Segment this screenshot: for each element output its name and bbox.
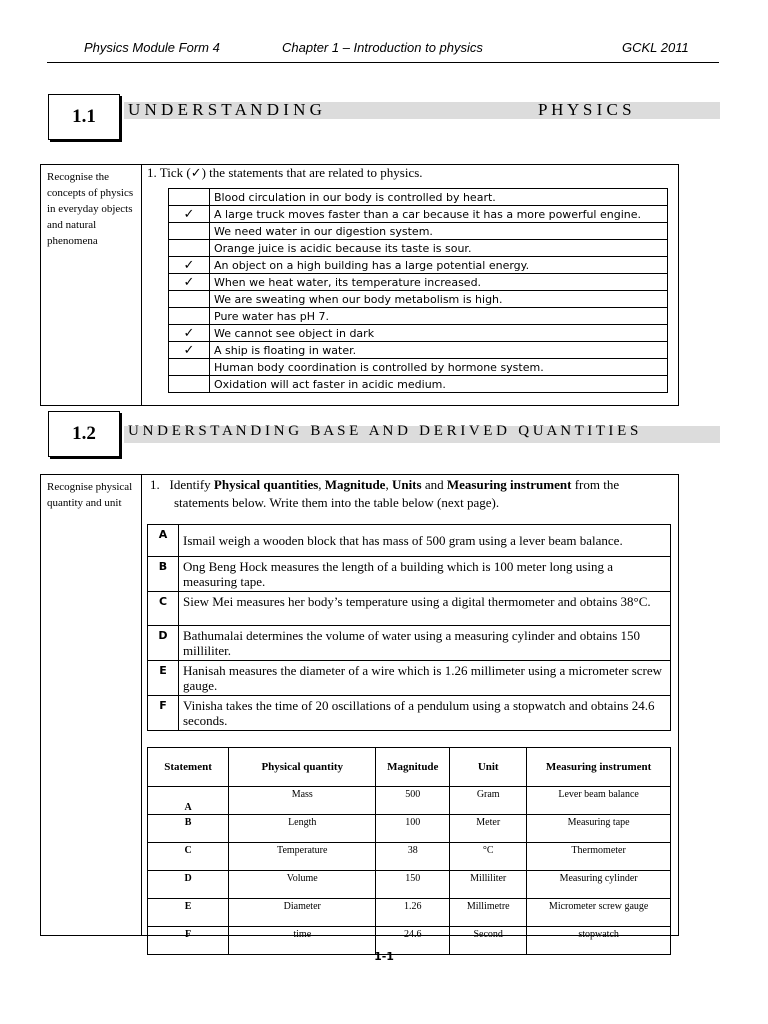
tick-cell[interactable] [169, 325, 210, 342]
statement-row [148, 592, 671, 626]
tick-row [169, 325, 668, 342]
section1-question: 1. Tick (✓) the statements that are related to physics. [147, 165, 423, 180]
result-cell[interactable]: Length [229, 815, 376, 843]
result-cell[interactable]: 150 [376, 871, 450, 899]
tick-statement-text: A ship is floating in water. [210, 342, 668, 359]
tick-statement-text: An object on a high building has a large potential energy. [210, 257, 668, 274]
result-cell: F [148, 927, 229, 955]
page-number: 1-1 [374, 950, 394, 963]
statement-letter: A [148, 525, 179, 557]
result-cell[interactable]: 24.6 [376, 927, 450, 955]
tick-cell[interactable] [169, 206, 210, 223]
result-cell[interactable]: Milliliter [450, 871, 527, 899]
tick-row [169, 240, 668, 257]
result-cell[interactable]: 38 [376, 843, 450, 871]
tick-cell[interactable] [169, 240, 210, 257]
statement-row [148, 525, 671, 557]
tick-table [168, 188, 668, 393]
tick-row [169, 376, 668, 393]
statement-row [148, 557, 671, 592]
panel-divider [141, 475, 142, 935]
section1-side-note: Recognise the concepts of physics in everyday objects and natural phenomena [47, 171, 134, 247]
tick-row [169, 359, 668, 376]
tick-statement-text: A large truck moves faster than a car because it has a more powerful engine. [210, 206, 668, 223]
section2-number: 1.2 [48, 411, 120, 457]
section2-side-note: Recognise physical quantity and unit [47, 481, 133, 509]
result-cell[interactable]: Measuring tape [527, 815, 671, 843]
result-cell[interactable]: Thermometer [527, 843, 671, 871]
tick-statement-text: Blood circulation in our body is controlled by heart. [210, 189, 668, 206]
q-sep3: and [421, 477, 447, 492]
result-cell[interactable]: Measuring cylinder [527, 871, 671, 899]
result-header-cell: Statement [148, 748, 229, 787]
header-right: GCKL 2011 [622, 40, 689, 55]
result-cell[interactable]: Millimetre [450, 899, 527, 927]
q-sep2: , [385, 477, 392, 492]
result-cell[interactable]: 100 [376, 815, 450, 843]
q-prefix: 1. Identify [150, 477, 214, 492]
statement-row [148, 661, 671, 696]
tick-cell[interactable] [169, 342, 210, 359]
statement-text: Bathumalai determines the volume of water using a measuring cylinder and obtains 150 milliliter. [179, 626, 671, 661]
statement-text: Siew Mei measures her body’s temperature using a digital thermometer and obtains 38°C. [179, 592, 671, 626]
tick-row [169, 206, 668, 223]
check-icon: ✓ [183, 206, 195, 222]
result-cell[interactable]: Diameter [229, 899, 376, 927]
result-cell[interactable]: Micrometer screw gauge [527, 899, 671, 927]
result-row [148, 815, 671, 843]
result-row [148, 787, 671, 815]
header-rule [47, 62, 719, 63]
result-cell: C [148, 843, 229, 871]
statement-text: Vinisha takes the time of 20 oscillations of a pendulum using a stopwatch and obtains 24.6 seconds. [179, 696, 671, 731]
result-row [148, 843, 671, 871]
section1-title-word2: P H Y S I C S [538, 100, 632, 119]
result-row [148, 899, 671, 927]
result-header-cell: Physical quantity [229, 748, 376, 787]
section2-title: U N D E R S T A N D I N G B A S E A N D D E R I V E D Q U A N T I T I E S [128, 423, 639, 439]
result-cell[interactable]: Temperature [229, 843, 376, 871]
result-cell[interactable]: Mass [229, 787, 376, 815]
tick-cell[interactable] [169, 274, 210, 291]
tick-statement-text: Oxidation will act faster in acidic medium. [210, 376, 668, 393]
result-cell: B [148, 815, 229, 843]
tick-statement-text: Orange juice is acidic because its taste is sour. [210, 240, 668, 257]
tick-row [169, 189, 668, 206]
statement-text: Ismail weigh a wooden block that has mass of 500 gram using a lever beam balance. [179, 525, 671, 557]
result-row [148, 871, 671, 899]
q-sep4: from the [571, 477, 620, 492]
panel-divider [141, 165, 142, 405]
tick-cell[interactable] [169, 291, 210, 308]
check-icon: ✓ [183, 342, 195, 358]
statement-row [148, 696, 671, 731]
tick-statement-text: Pure water has pH 7. [210, 308, 668, 325]
tick-cell[interactable] [169, 308, 210, 325]
result-cell[interactable]: stopwatch [527, 927, 671, 955]
q-bold-magnitude: Magnitude [324, 477, 386, 492]
tick-row [169, 223, 668, 240]
result-cell[interactable]: time [229, 927, 376, 955]
tick-cell[interactable] [169, 257, 210, 274]
statement-text: Ong Beng Hock measures the length of a building which is 100 meter long using a measuring tape. [179, 557, 671, 592]
check-icon: ✓ [183, 325, 195, 341]
result-cell: A [148, 787, 229, 815]
result-cell[interactable]: Volume [229, 871, 376, 899]
header-center: Chapter 1 – Introduction to physics [282, 40, 483, 55]
result-header-cell: Unit [450, 748, 527, 787]
q-line2: statements below. Write them into the table below (next page). [174, 495, 500, 510]
result-cell[interactable]: 1.26 [376, 899, 450, 927]
result-cell: D [148, 871, 229, 899]
section1-title-word1: U N D E R S T A N D I N G [128, 100, 322, 119]
result-cell[interactable]: 500 [376, 787, 450, 815]
tick-row [169, 274, 668, 291]
result-cell[interactable]: Lever beam balance [527, 787, 671, 815]
result-cell[interactable]: Meter [450, 815, 527, 843]
tick-row [169, 342, 668, 359]
tick-statement-text: When we heat water, its temperature increased. [210, 274, 668, 291]
section2-question [150, 476, 670, 512]
tick-row [169, 308, 668, 325]
result-cell[interactable]: Gram [450, 787, 527, 815]
result-table [147, 747, 671, 955]
tick-statement-text: We cannot see object in dark [210, 325, 668, 342]
result-cell[interactable]: Second [450, 927, 527, 955]
result-header-cell: Measuring instrument [527, 748, 671, 787]
tick-cell[interactable] [169, 189, 210, 206]
statement-letter: E [148, 661, 179, 696]
q-bold-instrument: Measuring instrument [446, 477, 572, 492]
tick-cell[interactable] [169, 223, 210, 240]
tick-statement-text: We are sweating when our body metabolism is high. [210, 291, 668, 308]
check-icon: ✓ [183, 274, 195, 290]
statement-row [148, 626, 671, 661]
statement-letter: C [148, 592, 179, 626]
statement-text: Hanisah measures the diameter of a wire which is 1.26 millimeter using a micrometer screw gauge. [179, 661, 671, 696]
tick-row [169, 291, 668, 308]
result-header-cell: Magnitude [376, 748, 450, 787]
check-icon: ✓ [183, 257, 195, 273]
statement-letter: D [148, 626, 179, 661]
result-cell: E [148, 899, 229, 927]
header-left: Physics Module Form 4 [84, 40, 220, 55]
tick-statement-text: We need water in our digestion system. [210, 223, 668, 240]
section1-number: 1.1 [48, 94, 120, 140]
q-bold-units: Units [391, 477, 422, 492]
tick-statement-text: Human body coordination is controlled by hormone system. [210, 359, 668, 376]
statement-letter: F [148, 696, 179, 731]
result-cell[interactable]: °C [450, 843, 527, 871]
statement-table [147, 524, 671, 731]
statement-letter: B [148, 557, 179, 592]
tick-row [169, 257, 668, 274]
tick-cell[interactable] [169, 359, 210, 376]
tick-cell[interactable] [169, 376, 210, 393]
q-sep1: , [318, 477, 325, 492]
q-bold-physical: Physical quantities [213, 477, 319, 492]
